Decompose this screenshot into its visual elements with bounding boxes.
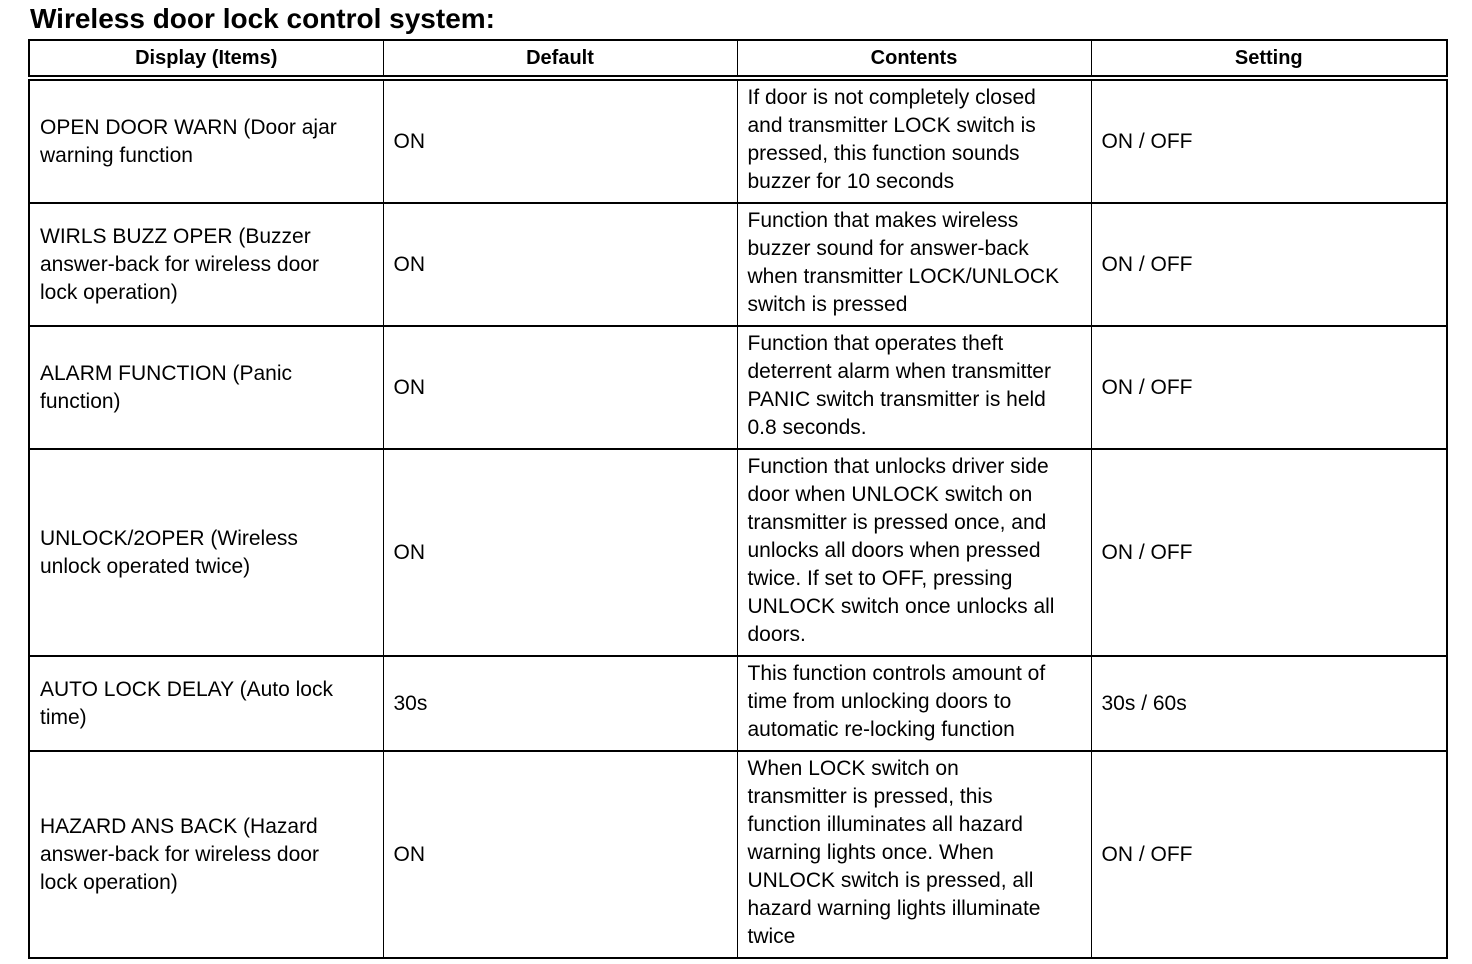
table-row <box>29 449 1447 656</box>
setting-cell: ON / OFF <box>1091 326 1447 449</box>
setting-cell: ON / OFF <box>1091 203 1447 326</box>
default-cell: ON <box>383 78 737 203</box>
contents-cell: If door is not completely closed and transmitter LOCK switch is pressed, this function sounds buzzer for 10 seconds <box>737 78 1091 203</box>
contents-cell: Function that operates theft deterrent alarm when transmitter PANIC switch transmitter is held 0.8 seconds. <box>737 326 1091 449</box>
settings-table <box>28 39 1448 959</box>
contents-cell: Function that makes wireless buzzer sound for answer-back when transmitter LOCK/UNLOCK switch is pressed <box>737 203 1091 326</box>
header-display-items: Display (Items) <box>29 40 383 78</box>
display-item-cell: WIRLS BUZZ OPER (Buzzer answer-back for wireless door lock operation) <box>29 203 383 326</box>
table-row <box>29 656 1447 751</box>
setting-cell: ON / OFF <box>1091 449 1447 656</box>
default-cell: ON <box>383 449 737 656</box>
table-row <box>29 326 1447 449</box>
table-row <box>29 203 1447 326</box>
display-item-cell: UNLOCK/2OPER (Wireless unlock operated twice) <box>29 449 383 656</box>
display-item-cell: HAZARD ANS BACK (Hazard answer-back for wireless door lock operation) <box>29 751 383 958</box>
setting-cell: ON / OFF <box>1091 78 1447 203</box>
display-item-cell: ALARM FUNCTION (Panic function) <box>29 326 383 449</box>
table-row <box>29 78 1447 203</box>
contents-cell: This function controls amount of time from unlocking doors to automatic re-locking function <box>737 656 1091 751</box>
header-default: Default <box>383 40 737 78</box>
table-header-row <box>29 40 1447 78</box>
display-item-cell: AUTO LOCK DELAY (Auto lock time) <box>29 656 383 751</box>
header-contents: Contents <box>737 40 1091 78</box>
display-item-cell: OPEN DOOR WARN (Door ajar warning function <box>29 78 383 203</box>
header-setting: Setting <box>1091 40 1447 78</box>
setting-cell: 30s / 60s <box>1091 656 1447 751</box>
contents-cell: Function that unlocks driver side door when UNLOCK switch on transmitter is pressed once, and unlocks all doors when pressed twice. If set to OFF, pressing UNLOCK switch once unlocks all doors. <box>737 449 1091 656</box>
default-cell: 30s <box>383 656 737 751</box>
default-cell: ON <box>383 203 737 326</box>
default-cell: ON <box>383 326 737 449</box>
contents-cell: When LOCK switch on transmitter is pressed, this function illuminates all hazard warning lights once. When UNLOCK switch is pressed, all hazard warning lights illuminate twice <box>737 751 1091 958</box>
page-title: Wireless door lock control system: <box>30 3 495 34</box>
default-cell: ON <box>383 751 737 958</box>
setting-cell: ON / OFF <box>1091 751 1447 958</box>
table-row <box>29 751 1447 958</box>
